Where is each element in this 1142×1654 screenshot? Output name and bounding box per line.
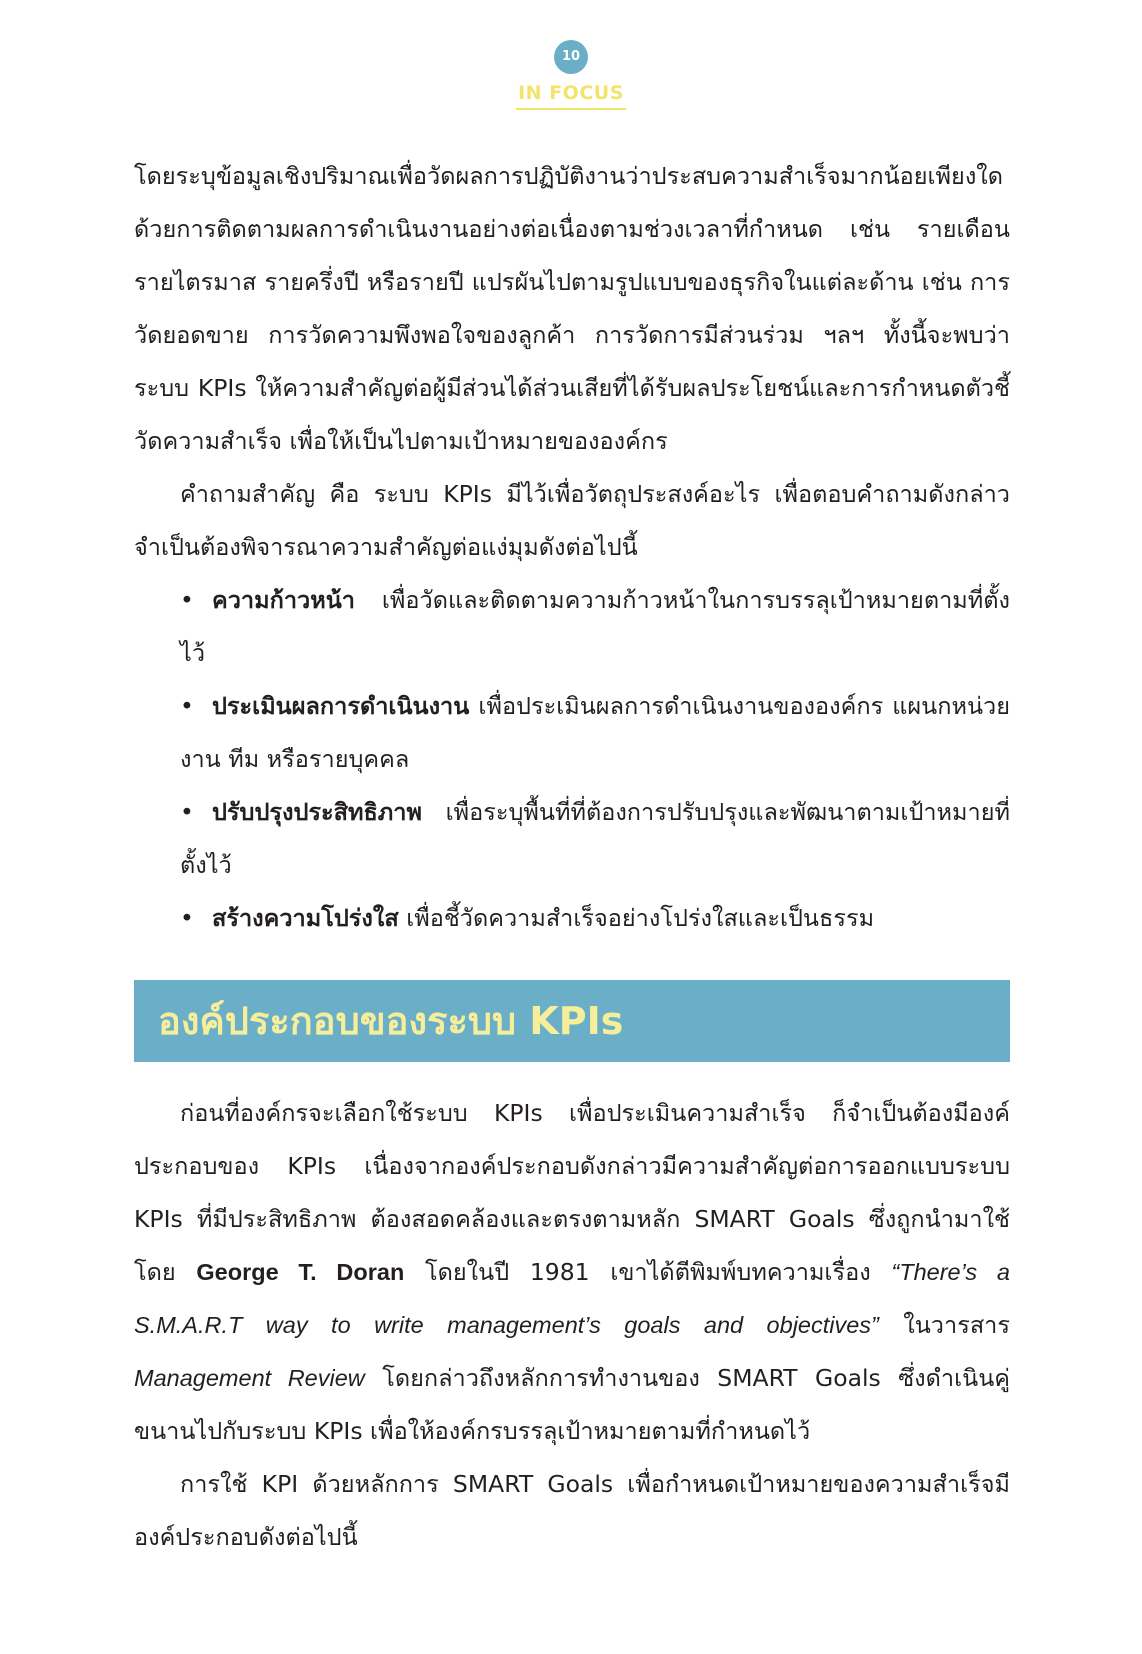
author-name: George T. Doran bbox=[196, 1259, 405, 1285]
text-span: ในวารสาร bbox=[903, 1311, 1010, 1339]
journal-name: Management Review bbox=[134, 1365, 365, 1391]
bullet-term: ปรับปรุงประสิทธิภาพ bbox=[212, 798, 422, 826]
page-number-badge: 10 bbox=[554, 40, 588, 74]
bullet-item-improve bbox=[134, 786, 1010, 892]
bullet-item-transparency bbox=[134, 892, 1010, 945]
bullet-item-progress bbox=[134, 574, 1010, 680]
bullet-dot-icon: • bbox=[180, 798, 194, 826]
intro-paragraph: โดยระบุข้อมูลเชิงปริมาณเพื่อวัดผลการปฏิบัติงานว่าประสบความสำเร็จมากน้อยเพียงใด ด้วยการติดตามผลการดำเนินงานอย่างต่อเนื่องตามช่วงเวลาที่กำหนด เช่น รายเดือน รายไตรมาส รายครึ่งปี หรือรายปี แปรผันไปตามรูปแบบของธุรกิจในแต่ละด้าน เช่น การวัดยอดขาย การวัดความพึงพอใจของลูกค้า การวัดการมีส่วนร่วม ฯลฯ ทั้งนี้จะพบว่าระบบ KPIs ให้ความสำคัญต่อผู้มีส่วนได้ส่วนเสียที่ได้รับผลประโยชน์และการกำหนดตัวชี้วัดความสำเร็จ เพื่อให้เป็นไปตามเป้าหมายขององค์กร bbox=[134, 162, 1010, 455]
components-paragraph bbox=[134, 1087, 1010, 1458]
question-paragraph: คำถามสำคัญ คือ ระบบ KPIs มีไว้เพื่อวัตถุประสงค์อะไร เพื่อตอบคำถามดังกล่าวจำเป็นต้องพิจารณาความสำคัญต่อแง่มุมดังต่อไปนี้ bbox=[134, 480, 1010, 561]
bullet-text: เพื่อชี้วัดความสำเร็จอย่างโปร่งใสและเป็นธรรม bbox=[406, 904, 875, 932]
text-span: ก่อนที่องค์กรจะเลือกใช้ระบบ KPIs เพื่อประเมินความสำเร็จ ก็จำเป็นต้องมีองค์ประกอบของ KPIs เนื่องจากองค์ประกอบดังกล่าวมีความสำคัญต่อการออกแบบระบบ KPIs ที่มีประสิทธิภาพ ต้องสอดคล้องและตรงตามหลัก SMART Goals ซึ่งถูกนำมาใช้โดย bbox=[134, 1099, 1010, 1286]
bullet-text: เพื่อวัดและติดตามความก้าวหน้าในการบรรลุเป้าหมายตามที่ตั้งไว้ bbox=[180, 586, 1010, 667]
bullet-term: สร้างความโปร่งใส bbox=[212, 904, 399, 932]
article-title: “There’s a S.M.A.R.T way to write management’s goals and objectives” bbox=[134, 1259, 1010, 1338]
bullet-term: ประเมินผลการดำเนินงาน bbox=[212, 692, 470, 720]
bullet-dot-icon: • bbox=[180, 692, 194, 720]
section-text bbox=[134, 1087, 1010, 1564]
bullet-text: เพื่อประเมินผลการดำเนินงานขององค์กร แผนกหน่วยงาน ทีม หรือรายบุคคล bbox=[180, 692, 1010, 773]
bullet-item-evaluate bbox=[134, 680, 1010, 786]
text-span: โดยในปี 1981 เขาได้ตีพิมพ์บทความเรื่อง bbox=[425, 1258, 871, 1286]
intro-text bbox=[134, 150, 1010, 945]
smart-goals-paragraph: การใช้ KPI ด้วยหลักการ SMART Goals เพื่อกำหนดเป้าหมายของความสำเร็จมีองค์ประกอบดังต่อไปนี้ bbox=[134, 1470, 1010, 1551]
bullet-term: ความก้าวหน้า bbox=[212, 586, 355, 614]
section-heading-bar bbox=[134, 980, 1010, 1062]
section-heading: องค์ประกอบของระบบ KPIs bbox=[158, 999, 624, 1043]
bullet-text: เพื่อระบุพื้นที่ที่ต้องการปรับปรุงและพัฒนาตามเป้าหมายที่ตั้งไว้ bbox=[180, 798, 1010, 879]
text-span: โดยกล่าวถึงหลักการทำงานของ SMART Goals ซึ่งดำเนินคู่ขนานไปกับระบบ KPIs เพื่อให้องค์กรบรรลุเป้าหมายตามที่กำหนดไว้ bbox=[134, 1364, 1010, 1445]
bullet-dot-icon: • bbox=[180, 586, 194, 614]
section-label: IN FOCUS bbox=[516, 82, 626, 110]
page-header bbox=[0, 40, 1142, 110]
bullet-dot-icon: • bbox=[180, 904, 194, 932]
